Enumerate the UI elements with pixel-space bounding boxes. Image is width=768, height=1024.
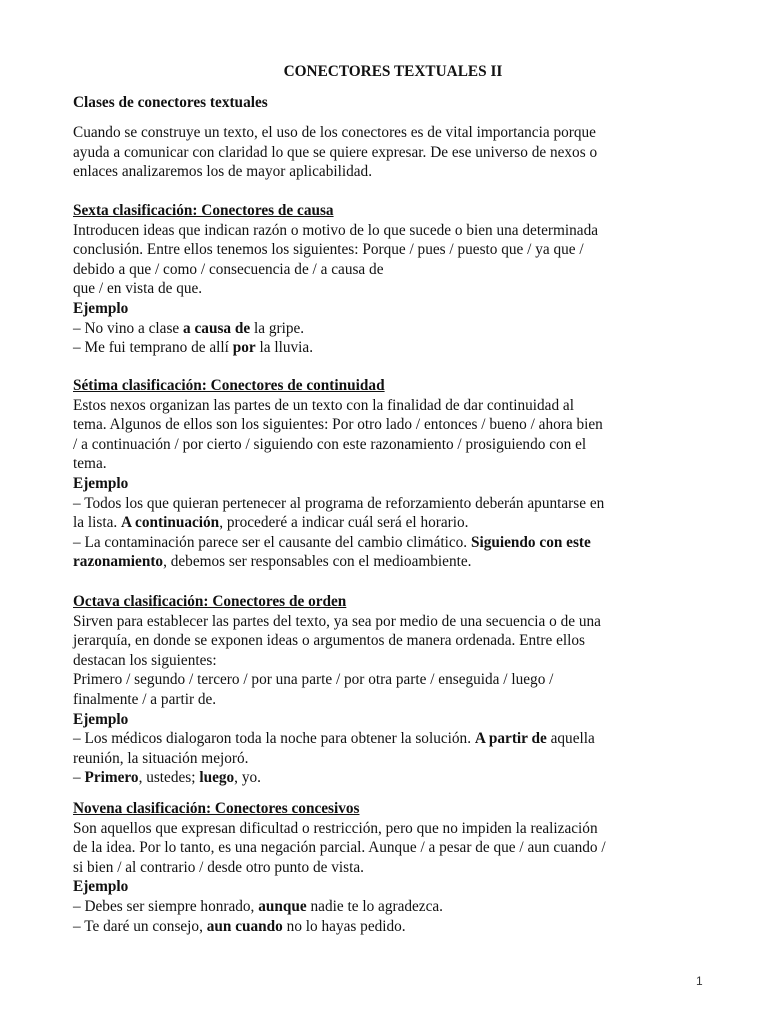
example-label: Ejemplo	[73, 474, 129, 492]
body-line: Estos nexos organizan las partes de un texto con la finalidad de dar continuidad al	[73, 396, 574, 414]
body-line: de la idea. Por lo tanto, es una negación parcial. Aunque / a pesar de que / aun cuando /	[73, 839, 606, 857]
example-line: razonamiento, debemos ser responsables con el medioambiente.	[73, 553, 472, 571]
example-label: Ejemplo	[73, 710, 129, 728]
example-line: – Te daré un consejo, aun cuando no lo hayas pedido.	[73, 917, 406, 935]
section-continuidad	[73, 376, 713, 572]
subtitle-text: Clases de conectores textuales	[73, 94, 268, 111]
section-heading: Sétima clasificación: Conectores de continuidad	[73, 377, 385, 394]
example-line: – Los médicos dialogaron toda la noche para obtener la solución. A partir de aquella	[73, 730, 595, 748]
connector-highlight: Primero	[84, 769, 139, 787]
example-line: la lista. A continuación, procederé a indicar cuál será el horario.	[73, 514, 469, 532]
document-title: CONECTORES TEXTUALES II	[283, 63, 503, 80]
body-line: que / en vista de que.	[73, 280, 203, 298]
section-heading: Octava clasificación: Conectores de orden	[73, 593, 347, 610]
body-line: Son aquellos que expresan dificultad o restricción, pero que no impiden la realización	[73, 819, 598, 837]
example-label: Ejemplo	[73, 878, 129, 896]
example-label: Ejemplo	[73, 299, 129, 317]
intro-line: Cuando se construye un texto, el uso de los conectores es de vital importancia porque	[73, 124, 596, 141]
example-line: – Todos los que quieran pertenecer al programa de reforzamiento deberán apuntarse en	[73, 494, 605, 512]
section-concesivos	[73, 799, 713, 936]
example-line: – Primero, ustedes; luego, yo.	[73, 769, 261, 787]
body-line: finalmente / a partir de.	[73, 690, 217, 708]
page-number: 1	[696, 974, 703, 988]
connector-highlight: por	[232, 339, 256, 357]
body-line: conclusión. Entre ellos tenemos los siguientes: Porque / pues / puesto que / ya que /	[73, 241, 584, 259]
connector-highlight: a causa de	[183, 319, 251, 337]
section-subtitle	[73, 93, 713, 113]
connector-highlight: aun cuando	[206, 917, 283, 935]
body-line: si bien / al contrario / desde otro punto de vista.	[73, 858, 364, 876]
body-line: tema.	[73, 455, 107, 473]
intro-line: ayuda a comunicar con claridad lo que se quiere expresar. De ese universo de nexos o	[73, 143, 598, 161]
body-line: Sirven para establecer las partes del texto, ya sea por medio de una secuencia o de una	[73, 612, 601, 630]
example-line: reunión, la situación mejoró.	[73, 749, 249, 767]
connector-highlight: Siguiendo con este	[470, 533, 591, 551]
connector-highlight: razonamiento	[73, 553, 164, 571]
connector-highlight: A partir de	[474, 730, 547, 748]
example-line: – La contaminación parece ser el causante del cambio climático. Siguiendo con este	[73, 533, 591, 551]
section-heading: Novena clasificación: Conectores concesivos	[73, 800, 360, 817]
body-line: destacan los siguientes:	[73, 651, 217, 669]
connector-highlight: aunque	[258, 897, 307, 915]
body-line: tema. Algunos de ellos son los siguientes: Por otro lado / entonces / bueno / ahora bien	[73, 416, 603, 434]
body-line: Primero / segundo / tercero / por una parte / por otra parte / enseguida / luego /	[73, 671, 554, 689]
connector-highlight: A continuación	[121, 514, 220, 532]
body-line: / a continuación / por cierto / siguiendo con este razonamiento / prosiguiendo con el	[73, 435, 587, 453]
section-heading: Sexta clasificación: Conectores de causa	[73, 202, 334, 219]
body-line: debido a que / como / consecuencia de / a causa de	[73, 260, 384, 278]
example-line: – No vino a clase a causa de la gripe.	[73, 319, 305, 337]
body-line: Introducen ideas que indican razón o motivo de lo que sucede o bien una determinada	[73, 221, 599, 239]
connector-highlight: luego	[199, 769, 235, 787]
example-line: – Me fui temprano de allí por la lluvia.	[73, 339, 314, 357]
section-causa	[73, 201, 713, 358]
intro-paragraph	[73, 123, 713, 182]
section-orden	[73, 592, 713, 788]
example-line: – Debes ser siempre honrado, aunque nadie te lo agradezca.	[73, 897, 444, 915]
intro-line: enlaces analizaremos los de mayor aplicabilidad.	[73, 163, 373, 181]
body-line: jerarquía, en donde se exponen ideas o argumentos de manera ordenada. Entre ellos	[73, 632, 585, 650]
